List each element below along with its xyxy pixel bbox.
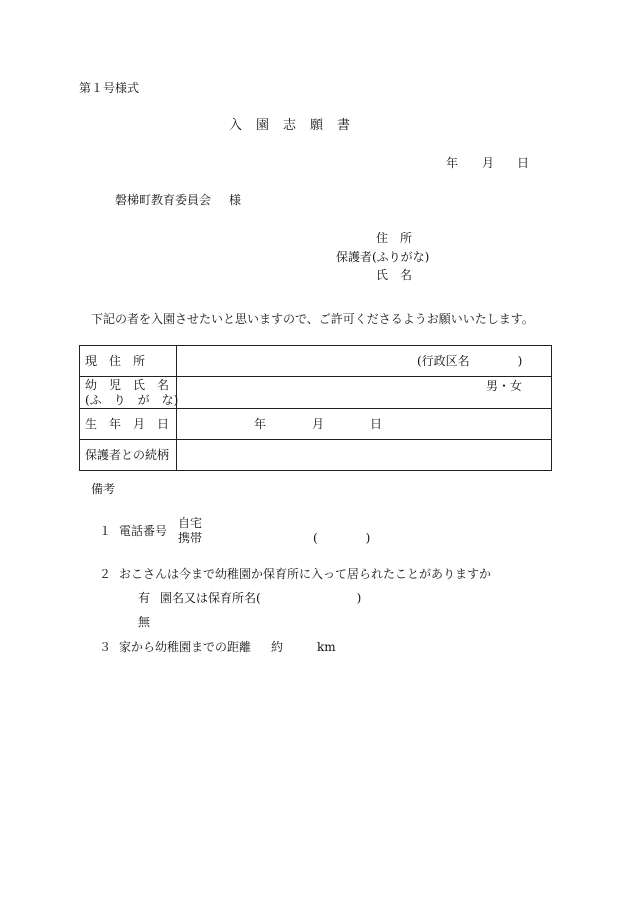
- note1-number: １: [99, 524, 112, 538]
- address-label-cell: [80, 346, 177, 377]
- applicant-guardian-label: 保護者(ふりがな): [336, 250, 430, 264]
- table-row-birthdate: [80, 409, 552, 440]
- note3-number: ３: [99, 640, 112, 654]
- child-value-cell[interactable]: [177, 377, 552, 409]
- address-value-cell[interactable]: [177, 346, 552, 377]
- table-row-address: [80, 346, 552, 377]
- note3-question: 家から幼稚園までの距離: [119, 640, 252, 654]
- child-label-cell: [80, 377, 177, 409]
- child-name-label: 幼 児 氏 名: [85, 378, 170, 392]
- birth-year: 年: [254, 417, 267, 431]
- table-row-child: [80, 377, 552, 409]
- request-text: 下記の者を入園させたいと思いますので、ご許可くださるようお願いいたします。: [91, 312, 534, 326]
- relation-value-cell[interactable]: [177, 440, 552, 471]
- birthdate-value-cell[interactable]: [177, 409, 552, 440]
- district-name: (行政区名 ): [417, 354, 523, 368]
- birthdate-label: 生 年 月 日: [85, 417, 170, 431]
- note1-home: 自宅: [178, 516, 203, 530]
- birthdate-label-cell: [80, 409, 177, 440]
- note2-question: おこさんは今まで幼稚園か保育所に入って居られたことがありますか: [119, 567, 492, 581]
- application-table: [79, 345, 552, 471]
- addressee-honorific: 様: [229, 193, 242, 207]
- note2-no: 無: [138, 615, 151, 629]
- note3-unit: km: [317, 640, 336, 654]
- relation-label: 保護者との続柄: [85, 448, 170, 462]
- document-title: 入 園 志 願 書: [229, 118, 351, 133]
- date-day: 日: [517, 156, 530, 170]
- child-furigana-label: (ふ り が な): [85, 393, 179, 407]
- birth-day: 日: [370, 417, 383, 431]
- date-year: 年: [446, 156, 459, 170]
- note1-label: 電話番号: [119, 524, 168, 538]
- note2-yes: 有: [138, 591, 151, 605]
- table-row-relation: [80, 440, 552, 471]
- note1-paren: ( ): [313, 531, 371, 545]
- notes-title: 備考: [91, 482, 116, 496]
- relation-label-cell: [80, 440, 177, 471]
- note2-yes-detail: 園名又は保育所名( ): [160, 591, 362, 605]
- applicant-name-label: 氏 名: [376, 268, 413, 282]
- date-month: 月: [482, 156, 495, 170]
- address-label: 現 住 所: [85, 354, 146, 368]
- gender-choice: 男・女: [486, 379, 523, 393]
- note2-number: ２: [99, 567, 112, 581]
- addressee-org: 磐梯町教育委員会: [115, 193, 212, 207]
- form-number: 第１号様式: [79, 81, 140, 95]
- birth-month: 月: [312, 417, 325, 431]
- note3-approx: 約: [271, 640, 284, 654]
- note1-mobile: 携帯: [178, 531, 203, 545]
- applicant-address-label: 住 所: [376, 231, 413, 245]
